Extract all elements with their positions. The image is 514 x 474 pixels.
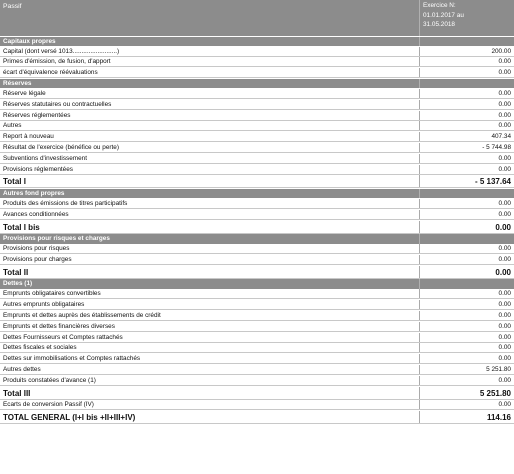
table-row <box>0 57 514 67</box>
row-value: 0.00 <box>498 100 511 108</box>
table-row <box>0 300 514 310</box>
row-label: Réserves <box>0 79 420 89</box>
row-value: 0.00 <box>498 165 511 173</box>
row-value: 0.00 <box>498 69 511 77</box>
row-value: 0.00 <box>498 290 511 298</box>
row-value: 5 251.80 <box>479 388 511 398</box>
row-label: Réserves réglementées <box>0 111 420 120</box>
row-label: Primes d'émission, de fusion, d'apport <box>0 57 420 66</box>
row-value <box>420 37 514 47</box>
row-value <box>420 234 514 244</box>
row-value: 0.00 <box>498 376 511 384</box>
row-value: - 5 137.64 <box>474 177 511 187</box>
row-label: Emprunts obligataires convertibles <box>0 289 420 298</box>
row-value: 0.00 <box>498 401 511 409</box>
table-row <box>0 210 514 220</box>
row-value: - 5 744.98 <box>482 143 511 151</box>
row-label: Provisions pour risques <box>0 244 420 253</box>
header-exercise-line2: 01.01.2017 au <box>423 11 464 19</box>
row-value <box>420 189 514 199</box>
row-label: Emprunts et dettes financières diverses <box>0 322 420 331</box>
row-value: 0.00 <box>498 58 511 66</box>
header-exercise-line3: 31.05.2018 <box>423 21 455 29</box>
section-header <box>0 234 514 244</box>
table-row <box>0 68 514 78</box>
row-value: 0.00 <box>498 333 511 341</box>
table-header <box>0 0 514 36</box>
row-value: 0.00 <box>498 322 511 330</box>
row-label: Réserve légale <box>0 89 420 98</box>
total-row <box>0 266 514 279</box>
row-label: Réserves statutaires ou contractuelles <box>0 100 420 109</box>
table-row <box>0 154 514 164</box>
section-header <box>0 189 514 199</box>
row-value: 5 251.80 <box>486 365 511 373</box>
header-exercise-period <box>420 0 514 36</box>
row-label: Avances conditionnées <box>0 210 420 219</box>
header-exercise-line1: Exercice N: <box>423 2 456 9</box>
table-row <box>0 400 514 410</box>
row-label: Provisions réglementées <box>0 165 420 174</box>
row-label: Résultat de l'exercice (bénéfice ou perte) <box>0 143 420 152</box>
table-row <box>0 322 514 332</box>
row-label: Dettes Fournisseurs et Comptes rattachés <box>0 333 420 342</box>
table-row <box>0 289 514 299</box>
table-row <box>0 47 514 57</box>
row-label: Dettes sur immobilisations et Comptes rattachés <box>0 354 420 363</box>
section-header <box>0 79 514 89</box>
row-label: Dettes fiscales et sociales <box>0 343 420 352</box>
row-value: 0.00 <box>498 245 511 253</box>
table-row <box>0 111 514 121</box>
row-value: 0.00 <box>498 311 511 319</box>
row-value: 407.34 <box>491 133 511 141</box>
row-label: Produits constatées d'avance (1) <box>0 376 420 385</box>
row-label: Report à nouveau <box>0 132 420 141</box>
row-value: 0.00 <box>498 199 511 207</box>
table-row <box>0 165 514 175</box>
table-row <box>0 376 514 386</box>
row-label: Total I bis <box>0 221 420 233</box>
header-label-passif: Passif <box>0 0 420 36</box>
row-label: Dettes (1) <box>0 279 420 289</box>
row-value: 0.00 <box>498 89 511 97</box>
row-value: 0.00 <box>495 267 511 277</box>
row-value: 0.00 <box>498 210 511 218</box>
row-label: Emprunts et dettes auprès des établissements de crédit <box>0 311 420 320</box>
row-label: Autres <box>0 121 420 130</box>
row-label: Provisions pour charges <box>0 255 420 264</box>
row-label: Autres fond propres <box>0 189 420 199</box>
section-header <box>0 279 514 289</box>
row-label: écart d'équivalence réévaluations <box>0 68 420 77</box>
table-row <box>0 199 514 209</box>
row-value: 0.00 <box>498 355 511 363</box>
table-row <box>0 354 514 364</box>
row-label: Produits des émissions de titres participatifs <box>0 199 420 208</box>
table-row <box>0 100 514 110</box>
row-label: Total III <box>0 387 420 399</box>
row-value: 200.00 <box>491 47 511 55</box>
row-value <box>420 279 514 289</box>
table-row <box>0 255 514 265</box>
total-row <box>0 175 514 188</box>
row-value: 0.00 <box>498 111 511 119</box>
table-row <box>0 89 514 99</box>
total-row <box>0 387 514 400</box>
row-label: TOTAL GENERAL (I+I bis +II+III+IV) <box>0 411 420 423</box>
table-row <box>0 132 514 142</box>
total-row <box>0 221 514 234</box>
total-row <box>0 411 514 424</box>
table-row <box>0 121 514 131</box>
row-value: 0.00 <box>498 301 511 309</box>
table-row <box>0 343 514 353</box>
row-value: 0.00 <box>498 255 511 263</box>
row-label: Capital (dont versé 1013.........................) <box>0 47 420 56</box>
row-label: Autres emprunts obligataires <box>0 300 420 309</box>
row-label: Provisions pour risques et charges <box>0 234 420 244</box>
row-label: Total II <box>0 266 420 278</box>
table-row <box>0 333 514 343</box>
row-value: 0.00 <box>498 344 511 352</box>
row-value <box>420 79 514 89</box>
table-row <box>0 365 514 375</box>
row-value: 0.00 <box>498 154 511 162</box>
row-label: Ecarts de conversion Passif (IV) <box>0 400 420 409</box>
row-label: Subventions d'investissement <box>0 154 420 163</box>
row-value: 0.00 <box>495 222 511 232</box>
row-label: Autres dettes <box>0 365 420 374</box>
table-row <box>0 244 514 254</box>
row-value: 114.16 <box>486 412 511 422</box>
row-label: Total I <box>0 175 420 187</box>
row-value: 0.00 <box>498 122 511 130</box>
row-label: Capitaux propres <box>0 37 420 47</box>
section-header <box>0 37 514 47</box>
table-row <box>0 143 514 153</box>
table-row <box>0 311 514 321</box>
